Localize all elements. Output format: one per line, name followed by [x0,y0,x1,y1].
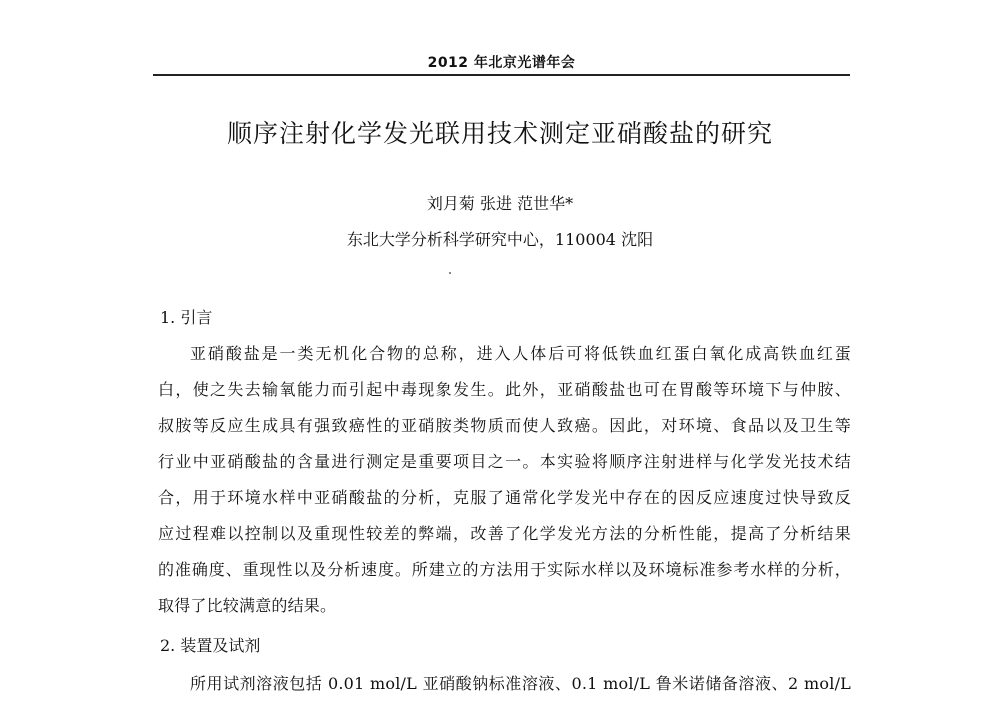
header-rule [153,74,850,76]
paragraph-line: 应过程难以控制以及重现性较差的弊端，改善了化学发光方法的分析性能，提高了分析结果 [158,524,851,543]
paragraph-line: 叔胺等反应生成具有强致癌性的亚硝胺类物质而使人致癌。因此，对环境、食品以及卫生等 [158,416,851,435]
section-heading-apparatus: 2. 装置及试剂 [160,636,261,655]
paragraph-line: 白，使之失去输氧能力而引起中毒现象发生。此外，亚硝酸盐也可在胃酸等环境下与仲胺、 [158,380,851,399]
affiliation: 东北大学分析科学研究中心，110004 沈阳 [346,230,654,249]
paragraph-line: 取得了比较满意的结果。 [158,596,337,615]
scan-speck [449,272,451,274]
paragraph-line: 所用试剂溶液包括 0.01 mol/L 亚硝酸钠标准溶液、0.1 mol/L 鲁米诺储备溶液、2 mol/L [190,674,851,693]
author-list: 刘月菊 张进 范世华* [426,194,574,213]
paragraph-line: 行业中亚硝酸盐的含量进行测定是重要项目之一。本实验将顺序注射进样与化学发光技术结 [158,452,851,471]
paragraph-line: 亚硝酸盐是一类无机化合物的总称，进入人体后可将低铁血红蛋白氧化成高铁血红蛋 [190,344,851,363]
section-heading-intro: 1. 引言 [160,308,213,327]
paper-title: 顺序注射化学发光联用技术测定亚硝酸盐的研究 [226,119,773,148]
running-header: 2012 年北京光谱年会 [427,55,576,71]
paragraph-line: 的准确度、重现性以及分析速度。所建立的方法用于实际水样以及环境标准参考水样的分析， [158,560,851,579]
paragraph-line: 合，用于环境水样中亚硝酸盐的分析，克服了通常化学发光中存在的因反应速度过快导致反 [158,488,851,507]
